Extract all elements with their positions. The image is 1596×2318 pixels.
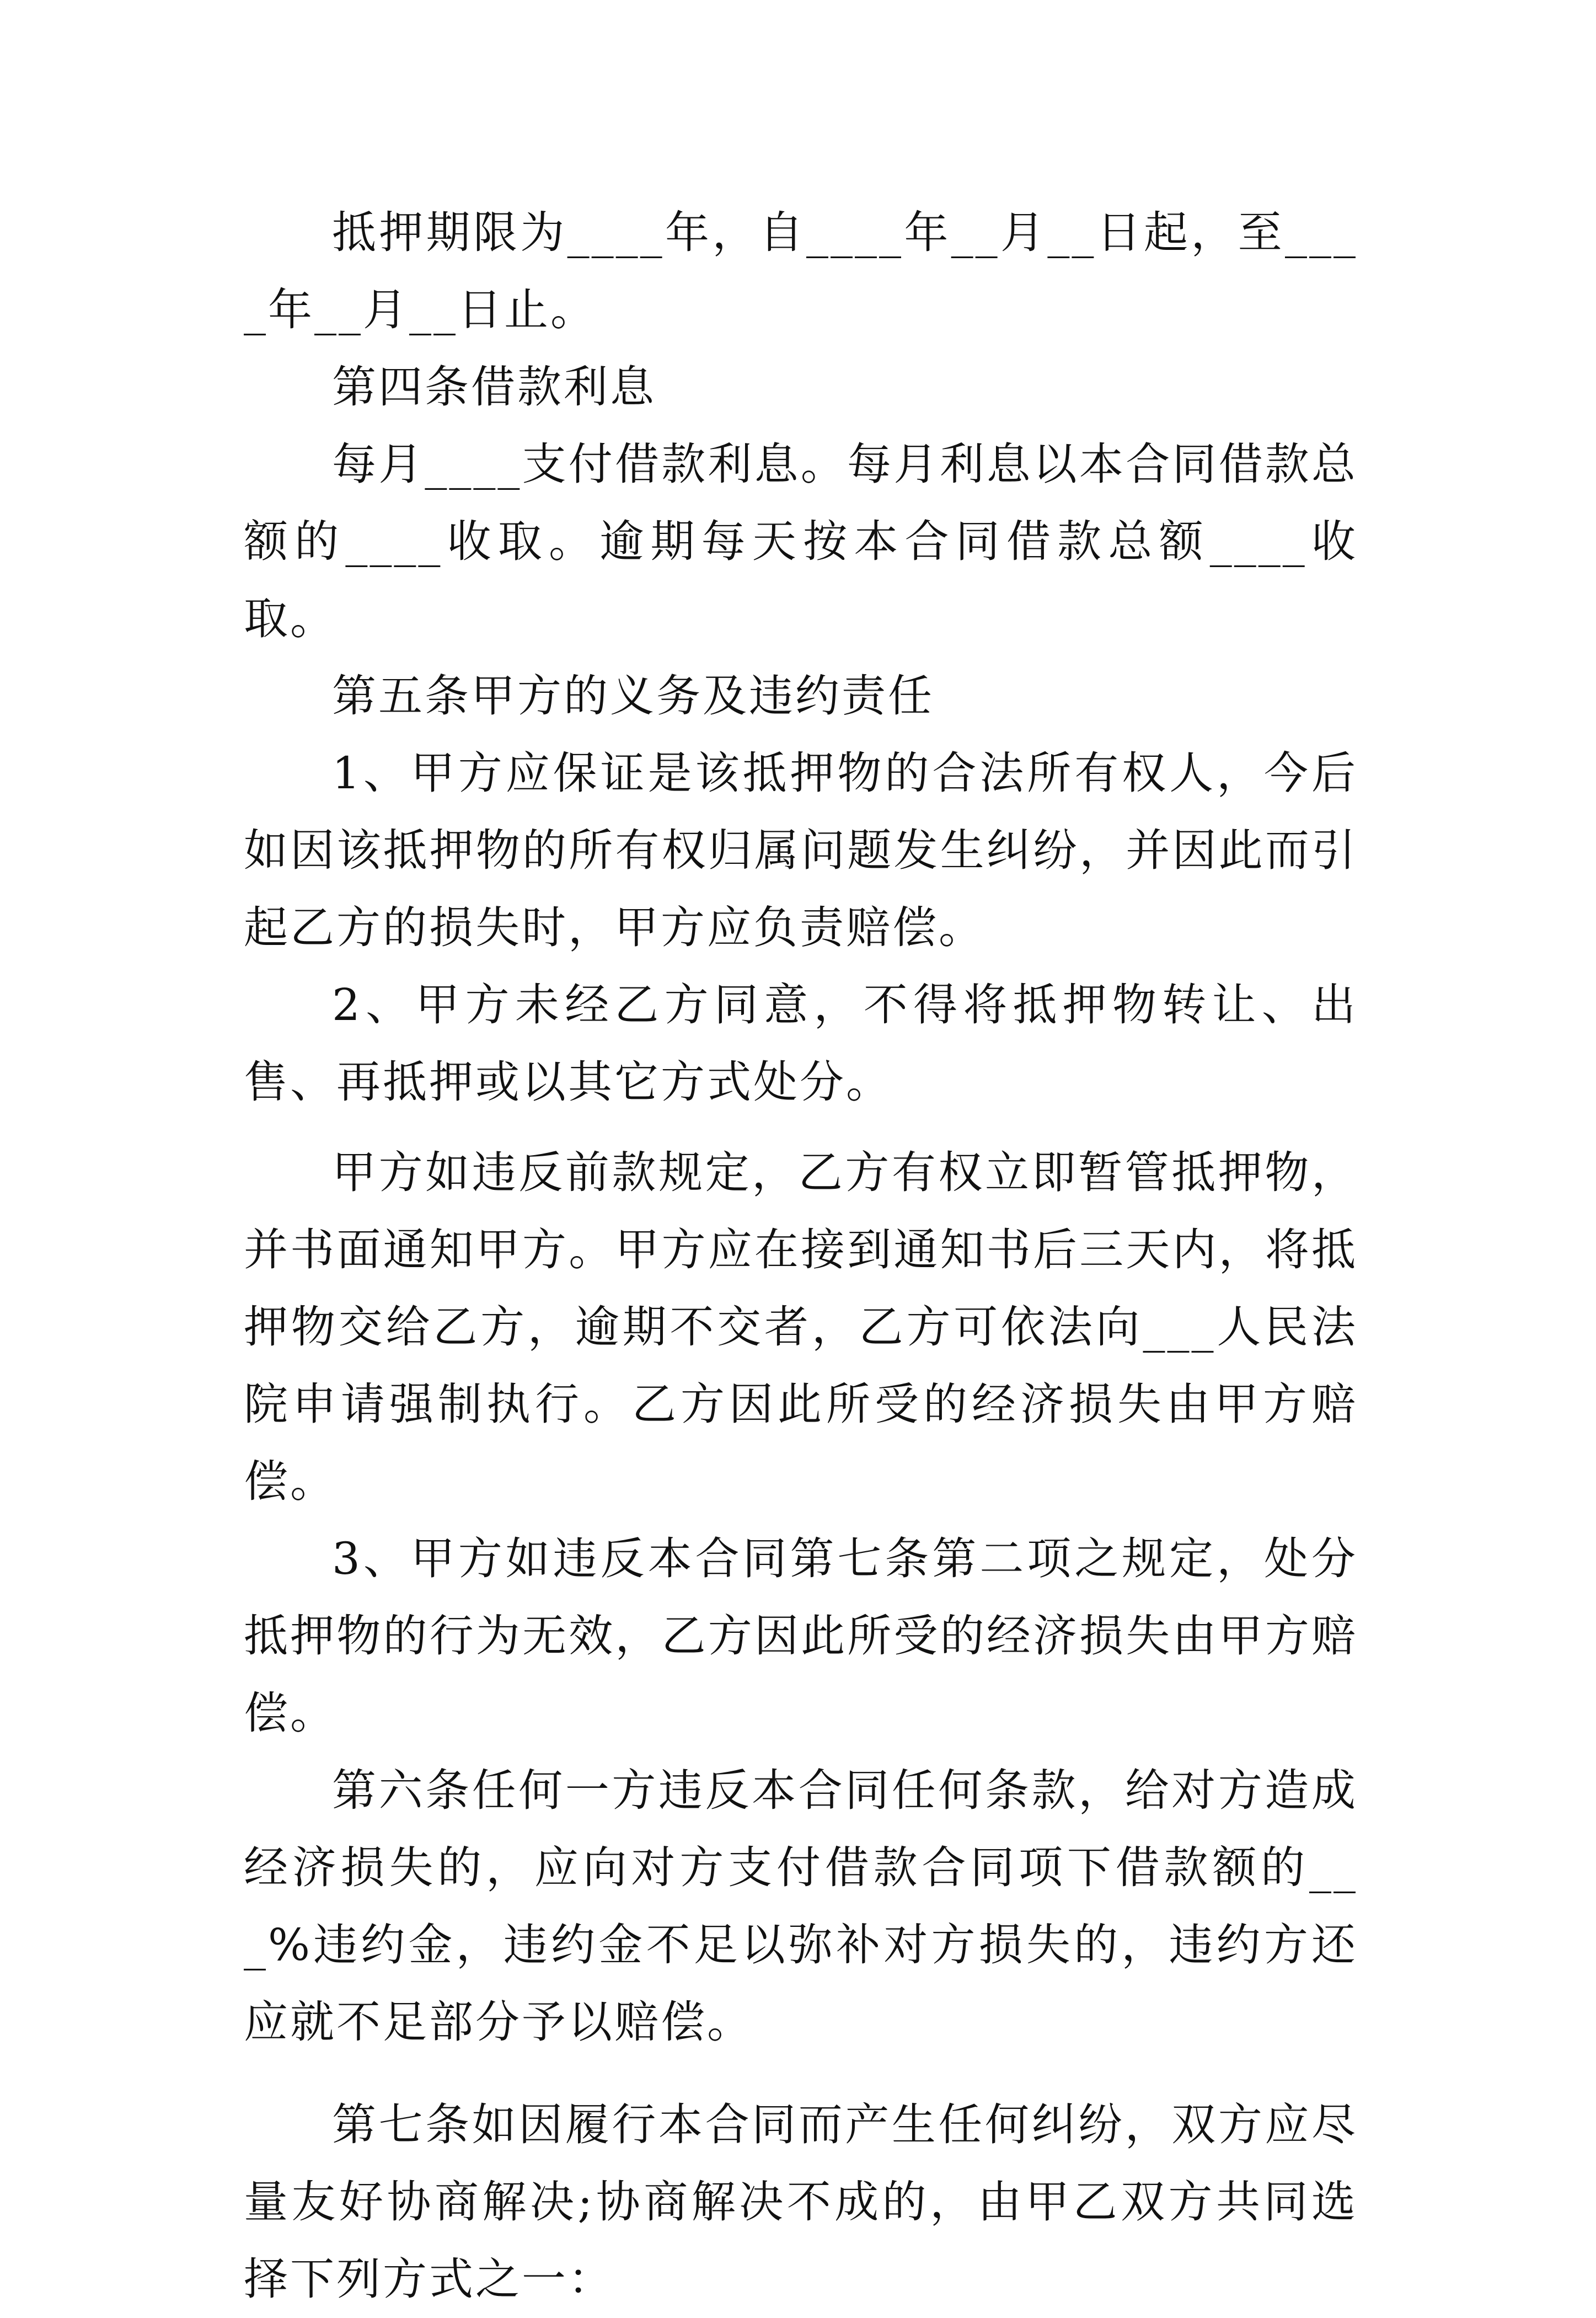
paragraph-obligation-2: 2、甲方未经乙方同意，不得将抵押物转让、出售、再抵押或以其它方式处分。 — [244, 979, 1358, 1108]
heading-article-4-interest: 第四条借款利息 — [332, 361, 656, 413]
paragraph-article-6-breach: 第六条任何一方违反本合同任何条款，给对方造成经济损失的，应向对方支付借款合同项下借款额的___%违约金，违约金不足以弥补对方损失的，违约方还应就不足部分予以赔偿。 — [244, 1765, 1358, 2048]
paragraph-article-7-disputes: 第七条如因履行本合同而产生任何纠纷，双方应尽量友好协商解决;协商解决不成的，由甲乙双方共同选择下列方式之一： — [244, 2099, 1358, 2305]
heading-article-5-party-a-obligations: 第五条甲方的义务及违约责任 — [332, 670, 934, 722]
paragraph-obligation-3: 3、甲方如违反本合同第七条第二项之规定，处分抵押物的行为无效，乙方因此所受的经济损失由甲方赔偿。 — [244, 1533, 1358, 1739]
document-body — [244, 194, 1358, 2318]
paragraph-interest-payment: 每月____支付借款利息。每月利息以本合同借款总额的____收取。逾期每天按本合同借款总额____收取。 — [244, 439, 1358, 644]
paragraph-mortgage-term: 抵押期限为____年，自____年__月__日起，至____年__月__日止。 — [244, 207, 1358, 335]
paragraph-obligation-1: 1、甲方应保证是该抵押物的合法所有权人，今后如因该抵押物的所有权归属问题发生纠纷，并因此而引起乙方的损失时，甲方应负责赔偿。 — [244, 747, 1358, 953]
paragraph-violation-consequence: 甲方如违反前款规定，乙方有权立即暂管抵押物，并书面通知甲方。甲方应在接到通知书后三天内，将抵押物交给乙方，逾期不交者，乙方可依法向___人民法院申请强制执行。乙方因此所受的经济损失由甲方赔偿。 — [244, 1147, 1358, 1507]
